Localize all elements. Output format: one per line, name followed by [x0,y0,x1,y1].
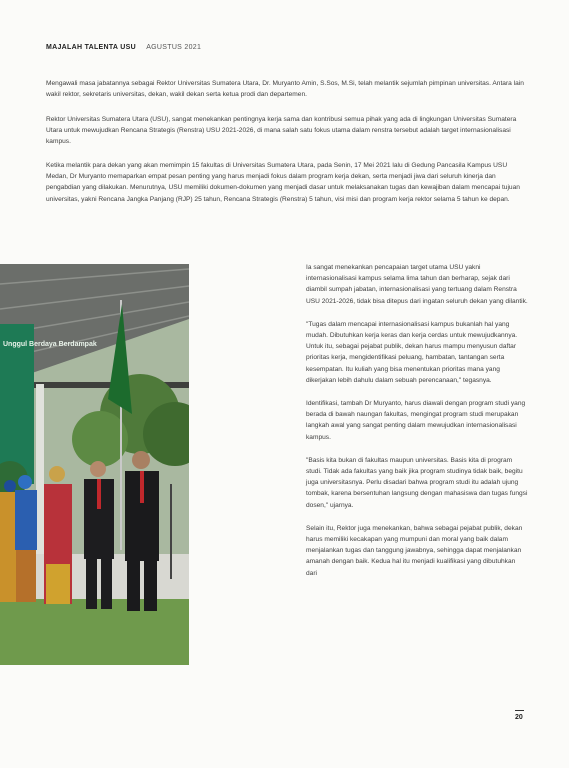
body-paragraph: Identifikasi, tambah Dr Muryanto, harus diawali dengan program studi yang berada di bawah naungan fakultas, mengingat program studi merupakan langkah awal yang sangat penting dalam mewujudkan internasionalisasi kampus. [306,400,526,441]
body-paragraph: Mengawali masa jabatannya sebagai Rektor Universitas Sumatera Utara, Dr. Muryanto Amin, S.Sos, M.Si, telah melantik sejumlah pimpinan universitas. Antara lain wakil rektor, sekretaris universitas, dekan, wakil dekan serta ketua prodi dan departemen. [46,80,524,99]
body-paragraph: Ketika melantik para dekan yang akan memimpin 15 fakultas di Universitas Sumatera Utara, pada Senin, 17 Mei 2021 lalu di Gedung Pancasila Kampus USU Medan, Dr Muryanto memaparkan empat pesan penting yang harus menjadi fokus dalam program kerja dekan, serta menjadi jiwa dari seluruh kinerja dan pengabdian yang dilakukan. Menurutnya, USU memiliki dokumen-dokumen yang menjadi dasar untuk melaksanakan tugas dan kewajiban dalam mencapai tujuan universitas, yakni Rencana Jangka Panjang (RJP) 25 tahun, Rencana Strategis (Renstra) 5 tahun, visi misi dan program kerja rektor selama 5 tahun ke depan. [46,162,520,203]
page-number: 20 [515,714,523,721]
body-paragraph: "Tugas dalam mencapai internasionalisasi kampus bukanlah hal yang mudah. Dibutuhkan kerja keras dan kerja cerdas untuk mewujudkannya. Untuk itu, sebagai pejabat publik, dekan harus mampu menyusun daftar prioritas kerja, mengidentifikasi peluang, hambatan, tantangan serta kesempatan. Itu kuliah yang bisa menentukan prioritas mana yang dikerjakan lebih dahulu dalam sebuah perencanaan," tegasnya. [306,320,518,384]
magazine-name: MAJALAH TALENTA USU [46,44,136,51]
right-column-text [306,262,528,591]
body-paragraph: Rektor Universitas Sumatera Utara (USU), sangat menekankan pentingnya kerja sama dan kontribusi semua pihak yang ada di lingkungan Universitas Sumatera Utara untuk mewujudkan Rencana Strategis (Renstra) USU 2021-2026, di mana salah satu fokus utama dalam renstra tersebut adalah target internasionalisasi kampus. [46,116,517,146]
body-paragraph: "Basis kita bukan di fakultas maupun universitas. Basis kita di program studi. Tidak ada fakultas yang baik jika program studinya tidak baik, begitu juga universitasnya. Perlu disadari bahwa program studi itu adalah ujung tombak, karena bersentuhan langsung dengan mahasiswa dan tugas fungsi dosen," ujarnya. [306,456,528,509]
banner-word: Unggul Berdaya Berdampak [3,341,97,348]
body-paragraph: Ia sangat menekankan pencapaian target utama USU yakni internasionalisasi kampus selama lima tahun dan berharap, sejak dari diambil sumpah jabatan, internasionalisasi yang tertuang dalam Renstra USU 2021-2026, tidak bisa ditepus dari ingatan seluruh dekan yang dilantik. [306,264,528,305]
running-header [46,44,201,51]
issue-date: AGUSTUS 2021 [146,44,202,51]
body-paragraph: Selain itu, Rektor juga menekankan, bahwa sebagai pejabat publik, dekan harus memiliki kecakapan yang mumpuni dan moral yang baik dalam menjalankan tugas dan tanggung jawabnya, sehingga dapat menjalankan amanah dengan baik. Kedua hal itu menjadi kualifikasi yang dibutuhkan dari [306,524,523,577]
inauguration-photo [0,264,189,665]
folio-divider [515,710,524,711]
